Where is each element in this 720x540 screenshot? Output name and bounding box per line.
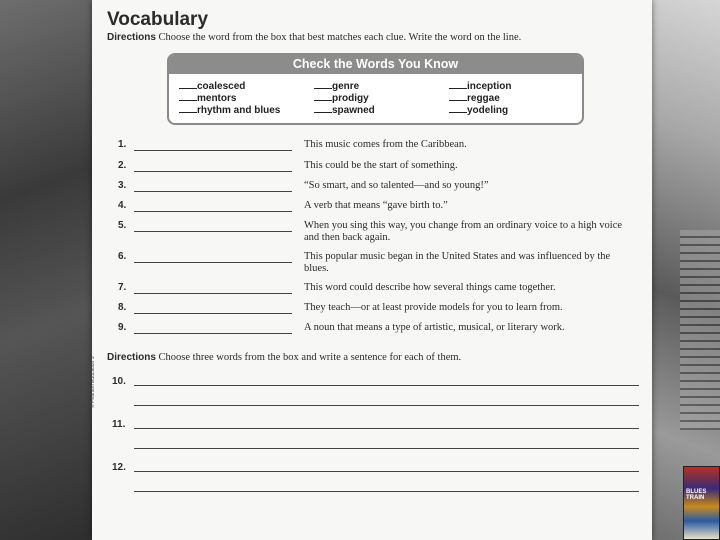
word-box — [167, 53, 584, 125]
background-right — [640, 0, 720, 540]
clue-row: 2. This could be the start of something. — [118, 160, 458, 171]
word-item: coalesced — [179, 79, 314, 91]
word-item: reggae — [449, 91, 579, 103]
answer-line[interactable] — [134, 150, 292, 151]
clue-row: 8. They teach—or at least provide models for you to learn from. — [118, 302, 563, 313]
sentence-line[interactable] — [134, 385, 639, 386]
answer-line[interactable] — [134, 231, 292, 232]
sentence-line[interactable] — [134, 428, 639, 429]
worksheet-page — [92, 0, 652, 540]
sentence-row: 12. — [112, 462, 642, 476]
background-left — [0, 0, 92, 540]
clue-row: 6. This popular music began in the United States and was influenced by the blues. — [118, 251, 611, 274]
directions — [107, 32, 647, 43]
directions-2: Directions Choose three words from the box and write a sentence for each of them. — [107, 352, 462, 363]
word-list — [179, 79, 579, 115]
sentence-row: 10. — [112, 376, 642, 390]
clue-row: 5. When you sing this way, you change from an ordinary voice to a high voice and then back again. — [118, 220, 623, 243]
sentence-line[interactable] — [134, 471, 639, 472]
answer-line[interactable] — [134, 313, 292, 314]
answer-line[interactable] — [134, 333, 292, 334]
answer-line[interactable] — [134, 211, 292, 212]
sentence-row: 11. — [112, 419, 642, 433]
sentence-line[interactable] — [134, 448, 639, 449]
answer-line[interactable] — [134, 171, 292, 172]
word-box-header: Check the Words You Know — [169, 55, 582, 74]
word-item: inception — [449, 79, 579, 91]
clue-row: 4. A verb that means “gave birth to.” — [118, 200, 448, 211]
word-item: rhythm and blues — [179, 103, 314, 115]
word-item: spawned — [314, 103, 449, 115]
answer-line[interactable] — [134, 191, 292, 192]
clue-row: 1. This music comes from the Caribbean. — [118, 139, 467, 150]
word-item: prodigy — [314, 91, 449, 103]
word-item: yodeling — [449, 103, 579, 115]
sentence-line[interactable] — [134, 491, 639, 492]
clue-row: 7. This word could describe how several things came together. — [118, 282, 556, 293]
word-item: genre — [314, 79, 449, 91]
copyright-text: © Pearson Education 5 — [90, 356, 96, 408]
answer-line[interactable] — [134, 293, 292, 294]
thumbnail-label: BLUES TRAIN — [686, 489, 707, 501]
clue-row: 3. “So smart, and so talented—and so young!” — [118, 180, 489, 191]
directions-text: Choose the word from the box that best matches each clue. Write the word on the line. — [158, 32, 522, 43]
book-cover-thumbnail[interactable] — [683, 466, 720, 540]
page-title: Vocabulary — [107, 9, 209, 30]
directions-label: Directions — [107, 32, 156, 43]
sentence-line[interactable] — [134, 405, 639, 406]
clue-row: 9. A noun that means a type of artistic, musical, or literary work. — [118, 322, 565, 333]
answer-line[interactable] — [134, 262, 292, 263]
word-item: mentors — [179, 91, 314, 103]
